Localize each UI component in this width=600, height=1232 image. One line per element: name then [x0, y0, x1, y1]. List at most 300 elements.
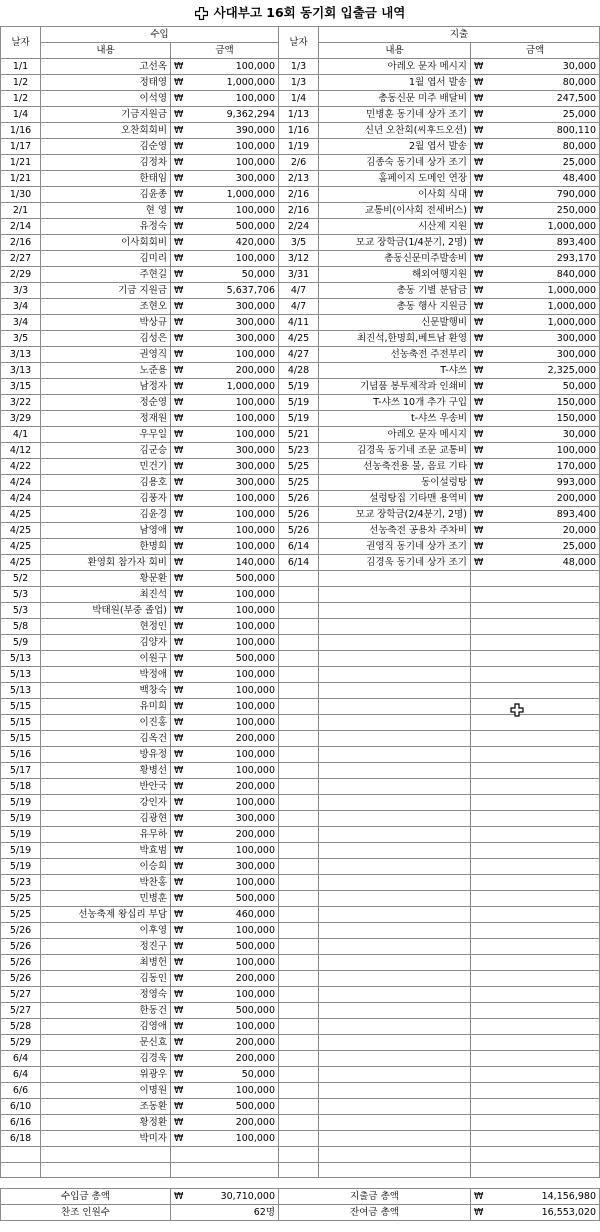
- won-symbol: ₩: [171, 715, 191, 731]
- won-symbol: ₩: [171, 619, 191, 635]
- expense-date: [279, 987, 319, 1003]
- expense-amount: 993,000: [491, 475, 600, 491]
- income-amount: 500,000: [191, 891, 279, 907]
- income-desc: 최진석: [41, 587, 171, 603]
- income-desc: 민건기: [41, 459, 171, 475]
- expense-desc: [319, 667, 471, 683]
- table-row: [1, 491, 600, 507]
- won-symbol: ₩: [171, 1189, 191, 1205]
- income-desc: 반안국: [41, 779, 171, 795]
- income-date: 4/25: [1, 555, 41, 571]
- income-date: 6/10: [1, 1099, 41, 1115]
- donor-count-value: 62명: [191, 1205, 279, 1221]
- expense-desc: [319, 795, 471, 811]
- won-symbol: ₩: [171, 347, 191, 363]
- income-amount: 100,000: [191, 747, 279, 763]
- table-row: [1, 1131, 600, 1147]
- won-symbol: ₩: [471, 507, 491, 523]
- expense-date: [279, 955, 319, 971]
- won-symbol: ₩: [171, 1083, 191, 1099]
- income-desc: 김동인: [41, 971, 171, 987]
- won-symbol: [471, 763, 491, 779]
- expense-date: 5/19: [279, 411, 319, 427]
- won-symbol: ₩: [471, 299, 491, 315]
- expense-amount: 25,000: [491, 107, 600, 123]
- income-desc: 박정애: [41, 667, 171, 683]
- won-symbol: ₩: [471, 523, 491, 539]
- won-symbol: ₩: [171, 987, 191, 1003]
- won-symbol: ₩: [471, 491, 491, 507]
- income-date: 1/21: [1, 171, 41, 187]
- expense-date: [279, 1083, 319, 1099]
- expense-amount: [491, 731, 600, 747]
- income-amount: 140,000: [191, 555, 279, 571]
- table-row: [1, 1099, 600, 1115]
- expense-amount: 247,500: [491, 91, 600, 107]
- income-date: 4/24: [1, 491, 41, 507]
- income-amount: 100,000: [191, 539, 279, 555]
- table-row: [1, 955, 600, 971]
- expense-date: [279, 843, 319, 859]
- expense-date: 4/7: [279, 299, 319, 315]
- won-symbol: ₩: [171, 331, 191, 347]
- expense-desc: [319, 907, 471, 923]
- won-symbol: ₩: [171, 395, 191, 411]
- income-amount: 100,000: [191, 427, 279, 443]
- won-symbol: ₩: [171, 795, 191, 811]
- income-amount: 5,637,706: [191, 283, 279, 299]
- expense-amount: [491, 603, 600, 619]
- expense-amount: 50,000: [491, 379, 600, 395]
- income-date: 1/4: [1, 107, 41, 123]
- expense-date: [279, 1067, 319, 1083]
- expense-amount: [491, 747, 600, 763]
- income-date: 3/3: [1, 283, 41, 299]
- expense-date: 4/25: [279, 331, 319, 347]
- won-symbol: [471, 827, 491, 843]
- income-date: 5/16: [1, 747, 41, 763]
- won-symbol: ₩: [471, 267, 491, 283]
- table-row: [1, 763, 600, 779]
- expense-amount: [491, 1099, 600, 1115]
- expense-date: 6/14: [279, 539, 319, 555]
- income-date: 5/17: [1, 763, 41, 779]
- income-date-header: 날자: [1, 27, 41, 59]
- expense-date: 2/13: [279, 171, 319, 187]
- table-row: [1, 395, 600, 411]
- income-desc: 이진홍: [41, 715, 171, 731]
- won-symbol: ₩: [171, 907, 191, 923]
- income-date: 5/19: [1, 795, 41, 811]
- expense-date: 1/3: [279, 75, 319, 91]
- income-desc: 선농축제 왕십리 부담: [41, 907, 171, 923]
- expense-amount: 200,000: [491, 491, 600, 507]
- expense-amount: 150,000: [491, 395, 600, 411]
- table-row: [1, 1035, 600, 1051]
- income-amount: 100,000: [191, 491, 279, 507]
- table-row: [1, 875, 600, 891]
- income-desc: 김윤종: [41, 187, 171, 203]
- income-date: 5/27: [1, 987, 41, 1003]
- table-row: [1, 363, 600, 379]
- won-symbol: [471, 651, 491, 667]
- expense-date: [279, 619, 319, 635]
- expense-amount: [491, 1051, 600, 1067]
- income-amount-header: 금액: [171, 43, 279, 59]
- income-date: 1/17: [1, 139, 41, 155]
- income-amount: 300,000: [191, 859, 279, 875]
- expense-date: 4/7: [279, 283, 319, 299]
- won-symbol: ₩: [171, 171, 191, 187]
- won-symbol: ₩: [171, 219, 191, 235]
- cross-icon: [195, 7, 208, 20]
- table-row: [1, 971, 600, 987]
- income-desc: 민병훈: [41, 891, 171, 907]
- income-date: 1/30: [1, 187, 41, 203]
- won-symbol: ₩: [171, 155, 191, 171]
- expense-desc: 총동신문미주발송비: [319, 251, 471, 267]
- income-date: 5/26: [1, 971, 41, 987]
- expense-date: 5/26: [279, 523, 319, 539]
- won-symbol: ₩: [471, 475, 491, 491]
- income-amount: 300,000: [191, 811, 279, 827]
- won-symbol: ₩: [171, 475, 191, 491]
- expense-desc: [319, 875, 471, 891]
- table-row: [1, 139, 600, 155]
- sheet-title: [0, 0, 600, 26]
- income-desc: 유무하: [41, 827, 171, 843]
- expense-desc: 최진석,한명희,베트남 환영: [319, 331, 471, 347]
- income-amount: 500,000: [191, 651, 279, 667]
- expense-amount: 2,325,000: [491, 363, 600, 379]
- won-symbol: ₩: [171, 507, 191, 523]
- income-date: 3/29: [1, 411, 41, 427]
- income-desc: 황정환: [41, 1115, 171, 1131]
- expense-desc: [319, 683, 471, 699]
- income-desc: 김성은: [41, 331, 171, 347]
- expense-amount: [491, 955, 600, 971]
- table-row: [1, 779, 600, 795]
- table-row: [1, 219, 600, 235]
- won-symbol: [471, 923, 491, 939]
- won-symbol: ₩: [471, 187, 491, 203]
- income-desc: 방유정: [41, 747, 171, 763]
- expense-date: [279, 1115, 319, 1131]
- income-amount: 100,000: [191, 395, 279, 411]
- table-row: [1, 587, 600, 603]
- expense-amount: 300,000: [491, 331, 600, 347]
- expense-date: 3/5: [279, 235, 319, 251]
- income-date: 5/25: [1, 891, 41, 907]
- income-amount: 100,000: [191, 699, 279, 715]
- expense-amount: [491, 1131, 600, 1147]
- expense-amount: [491, 1019, 600, 1035]
- won-symbol: [471, 1051, 491, 1067]
- balance-total-value: 16,553,020: [491, 1205, 600, 1221]
- expense-desc: [319, 843, 471, 859]
- expense-date: [279, 827, 319, 843]
- income-date: 5/13: [1, 651, 41, 667]
- table-row: [1, 203, 600, 219]
- won-symbol: ₩: [471, 1189, 491, 1205]
- won-symbol: [471, 619, 491, 635]
- expense-total-value: 14,156,980: [491, 1189, 600, 1205]
- expense-desc: 동이설렁탕: [319, 475, 471, 491]
- won-symbol: ₩: [171, 779, 191, 795]
- expense-date: 1/4: [279, 91, 319, 107]
- won-symbol: ₩: [171, 731, 191, 747]
- expense-amount: 25,000: [491, 539, 600, 555]
- income-date: 5/13: [1, 667, 41, 683]
- expense-amount: 48,400: [491, 171, 600, 187]
- won-symbol: ₩: [171, 251, 191, 267]
- totals-row-2: [1, 1205, 600, 1221]
- expense-desc: 총동신문 미주 배달비: [319, 91, 471, 107]
- expense-desc: [319, 747, 471, 763]
- expense-desc: [319, 1131, 471, 1147]
- won-symbol: [471, 1035, 491, 1051]
- income-desc: 김윤경: [41, 507, 171, 523]
- table-row: [1, 1067, 600, 1083]
- income-amount: 500,000: [191, 571, 279, 587]
- table-row: [1, 1051, 600, 1067]
- won-symbol: ₩: [171, 267, 191, 283]
- expense-desc: [319, 891, 471, 907]
- income-amount: 100,000: [191, 843, 279, 859]
- income-date: 3/15: [1, 379, 41, 395]
- expense-desc: [319, 987, 471, 1003]
- won-symbol: ₩: [471, 427, 491, 443]
- expense-date: [279, 651, 319, 667]
- expense-amount: [491, 1067, 600, 1083]
- expense-amount: [491, 683, 600, 699]
- expense-desc: 김경욱 동기네 상가 조기: [319, 555, 471, 571]
- won-symbol: ₩: [471, 539, 491, 555]
- won-symbol: [471, 907, 491, 923]
- won-symbol: ₩: [171, 859, 191, 875]
- expense-amount: [491, 1115, 600, 1131]
- expense-date: 5/25: [279, 459, 319, 475]
- expense-desc: [319, 1019, 471, 1035]
- income-desc: 김영애: [41, 1019, 171, 1035]
- won-symbol: ₩: [471, 1205, 491, 1221]
- income-date: 6/6: [1, 1083, 41, 1099]
- income-desc: 정순영: [41, 395, 171, 411]
- won-symbol: ₩: [171, 763, 191, 779]
- won-symbol: ₩: [171, 875, 191, 891]
- won-symbol: ₩: [471, 203, 491, 219]
- income-date: 4/24: [1, 475, 41, 491]
- expense-desc: [319, 939, 471, 955]
- won-symbol: [471, 1115, 491, 1131]
- won-symbol: ₩: [171, 107, 191, 123]
- won-symbol: ₩: [171, 667, 191, 683]
- won-symbol: [471, 891, 491, 907]
- won-symbol: ₩: [171, 523, 191, 539]
- expense-desc: 이사회 식대: [319, 187, 471, 203]
- income-date: 6/4: [1, 1051, 41, 1067]
- expense-date: [279, 859, 319, 875]
- table-row: [1, 123, 600, 139]
- expense-desc: 민병훈 동기네 상가 조기: [319, 107, 471, 123]
- income-desc: 박상규: [41, 315, 171, 331]
- income-amount: 100,000: [191, 1019, 279, 1035]
- income-desc: 최병헌: [41, 955, 171, 971]
- income-date: 3/13: [1, 347, 41, 363]
- won-symbol: ₩: [171, 843, 191, 859]
- won-symbol: ₩: [171, 1131, 191, 1147]
- income-desc: 김풍자: [41, 491, 171, 507]
- income-desc: 주현길: [41, 267, 171, 283]
- won-symbol: ₩: [171, 411, 191, 427]
- income-desc: 정영숙: [41, 987, 171, 1003]
- won-symbol: ₩: [171, 811, 191, 827]
- expense-amount: 80,000: [491, 139, 600, 155]
- income-date: 2/27: [1, 251, 41, 267]
- income-amount: 100,000: [191, 635, 279, 651]
- won-symbol: ₩: [171, 539, 191, 555]
- won-symbol: ₩: [171, 315, 191, 331]
- won-symbol: ₩: [171, 683, 191, 699]
- won-symbol: ₩: [171, 1115, 191, 1131]
- income-amount: 100,000: [191, 603, 279, 619]
- income-desc: 김정차: [41, 155, 171, 171]
- income-date: 5/23: [1, 875, 41, 891]
- income-amount: 300,000: [191, 459, 279, 475]
- expense-desc: 김종숙 동기네 상가 조기: [319, 155, 471, 171]
- expense-date: [279, 715, 319, 731]
- table-row: [1, 59, 600, 75]
- table-row: [1, 299, 600, 315]
- income-amount: 200,000: [191, 1035, 279, 1051]
- won-symbol: ₩: [171, 363, 191, 379]
- won-symbol: ₩: [471, 171, 491, 187]
- income-date: 3/13: [1, 363, 41, 379]
- expense-desc: 총동 행사 지원금: [319, 299, 471, 315]
- won-symbol: ₩: [471, 411, 491, 427]
- income-date: 4/12: [1, 443, 41, 459]
- expense-desc: 총동 기별 분담금: [319, 283, 471, 299]
- expense-amount: [491, 971, 600, 987]
- income-desc: 남영애: [41, 523, 171, 539]
- income-date: 1/1: [1, 59, 41, 75]
- income-desc: 박미자: [41, 1131, 171, 1147]
- income-desc: 이명원: [41, 1083, 171, 1099]
- expense-amount: 48,000: [491, 555, 600, 571]
- income-date: 1/2: [1, 91, 41, 107]
- income-desc: 남정자: [41, 379, 171, 395]
- expense-desc: 아레오 문자 메시지: [319, 427, 471, 443]
- expense-desc: 홈페이지 도메인 연장: [319, 171, 471, 187]
- income-desc: 우무일: [41, 427, 171, 443]
- income-amount: 1,000,000: [191, 75, 279, 91]
- income-amount: 300,000: [191, 171, 279, 187]
- won-symbol: [471, 667, 491, 683]
- income-amount: 100,000: [191, 251, 279, 267]
- header-row-1: [1, 27, 600, 43]
- expense-desc: t-샤쓰 우송비: [319, 411, 471, 427]
- income-date: 4/22: [1, 459, 41, 475]
- income-amount: 500,000: [191, 219, 279, 235]
- sheet-title-text: 사대부고 16회 동기회 입출금 내역: [213, 5, 406, 20]
- expense-amount: [491, 587, 600, 603]
- table-row: [1, 411, 600, 427]
- won-symbol: [471, 1083, 491, 1099]
- expense-amount: 1,000,000: [491, 315, 600, 331]
- income-date: 6/16: [1, 1115, 41, 1131]
- income-amount: 300,000: [191, 475, 279, 491]
- income-amount: 100,000: [191, 715, 279, 731]
- expense-amount: 790,000: [491, 187, 600, 203]
- won-symbol: [471, 843, 491, 859]
- expense-desc: 신년 오찬회(씨후드오션): [319, 123, 471, 139]
- income-desc: 한태임: [41, 171, 171, 187]
- won-symbol: [471, 587, 491, 603]
- expense-desc: [319, 603, 471, 619]
- table-row: [1, 987, 600, 1003]
- income-desc: 이석영: [41, 91, 171, 107]
- table-row: [1, 235, 600, 251]
- income-amount: 100,000: [191, 987, 279, 1003]
- table-row: [1, 747, 600, 763]
- expense-desc: T-샤쓰: [319, 363, 471, 379]
- won-symbol: ₩: [171, 459, 191, 475]
- won-symbol: ₩: [471, 363, 491, 379]
- won-symbol: ₩: [171, 939, 191, 955]
- income-desc: 김미리: [41, 251, 171, 267]
- table-row: [1, 1115, 600, 1131]
- income-date: 1/16: [1, 123, 41, 139]
- won-symbol: ₩: [171, 299, 191, 315]
- won-symbol: ₩: [171, 1051, 191, 1067]
- won-symbol: [471, 635, 491, 651]
- won-symbol: ₩: [171, 491, 191, 507]
- expense-desc: [319, 1051, 471, 1067]
- expense-amount: 1,000,000: [491, 219, 600, 235]
- income-date: 5/26: [1, 955, 41, 971]
- won-symbol: ₩: [171, 139, 191, 155]
- expense-date: 5/26: [279, 507, 319, 523]
- won-symbol: [471, 683, 491, 699]
- income-date: 1/2: [1, 75, 41, 91]
- expense-date: 3/31: [279, 267, 319, 283]
- income-desc: 정진구: [41, 939, 171, 955]
- expense-amount: [491, 779, 600, 795]
- table-row: [1, 683, 600, 699]
- expense-date: 1/19: [279, 139, 319, 155]
- expense-date: [279, 1131, 319, 1147]
- income-amount: 100,000: [191, 523, 279, 539]
- won-symbol: ₩: [171, 187, 191, 203]
- won-symbol: [471, 875, 491, 891]
- gap-row: [1, 1178, 600, 1189]
- income-date: 5/28: [1, 1019, 41, 1035]
- expense-desc: T-샤쓰 10개 추가 구입: [319, 395, 471, 411]
- expense-amount: 893,400: [491, 235, 600, 251]
- income-amount: 200,000: [191, 1051, 279, 1067]
- income-amount: 300,000: [191, 331, 279, 347]
- table-row: [1, 171, 600, 187]
- expense-date: [279, 907, 319, 923]
- income-desc: 박태원(부중 졸업): [41, 603, 171, 619]
- income-desc: 박찬홍: [41, 875, 171, 891]
- table-row: [1, 811, 600, 827]
- expense-amount: [491, 907, 600, 923]
- expense-date: [279, 923, 319, 939]
- expense-date: 5/19: [279, 395, 319, 411]
- income-desc: 문신효: [41, 1035, 171, 1051]
- income-amount: 100,000: [191, 955, 279, 971]
